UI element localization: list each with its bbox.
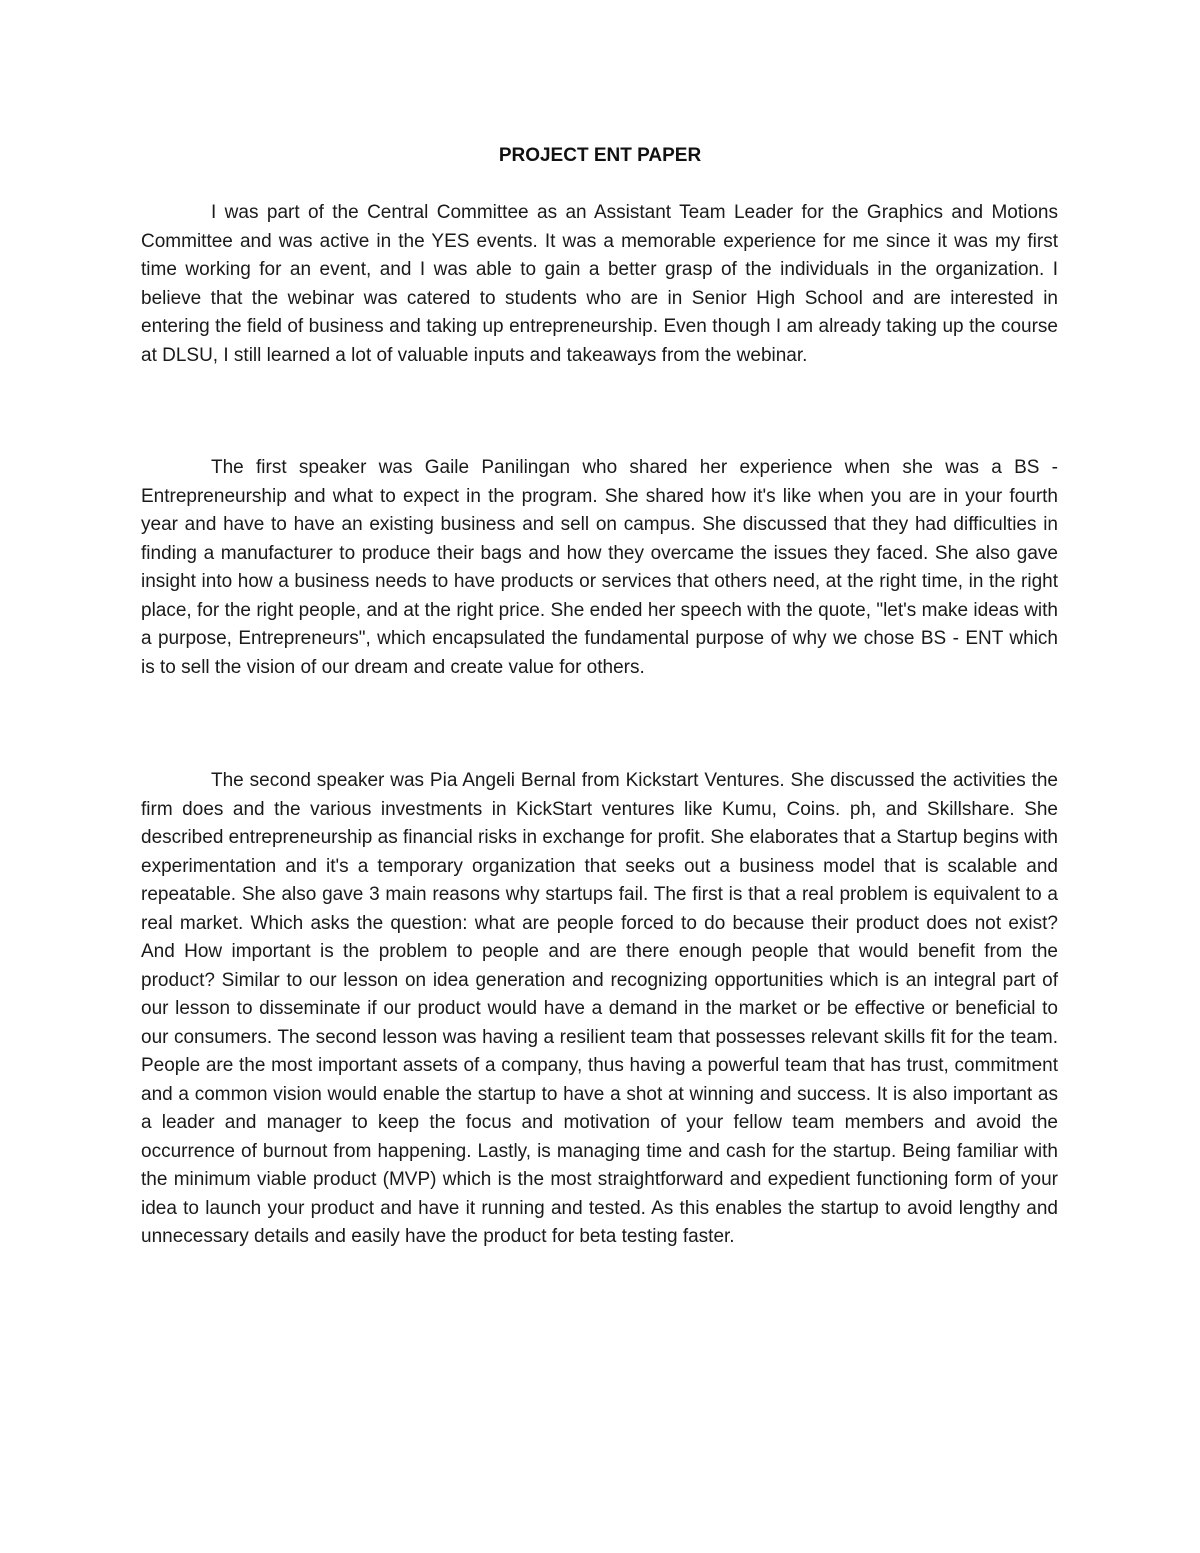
paragraph-1: I was part of the Central Committee as an Assistant Team Leader for the Graphics and Motions Committee and was active in the YES events. It was a memorable experience for me since it was my first time working for an event, and I was able to gain a better grasp of the individuals in the organization. I believe that the webinar was catered to students who are in Senior High School and are interested in entering the field of business and taking up entrepreneurship. Even though I am already taking up the course at DLSU, I still learned a lot of valuable inputs and takeaways from the webinar.	[141, 202, 1058, 366]
paragraph-2: The first speaker was Gaile Panilingan who shared her experience when she was a BS - Entrepreneurship and what to expect in the program. She shared how it's like when you are in your fourth year and have to have an existing business and sell on campus. She discussed that they had difficulties in finding a manufacturer to produce their bags and how they overcame the issues they faced. She also gave insight into how a business needs to have products or services that others need, at the right time, in the right place, for the right people, and at the right price. She ended her speech with the quote, "let's make ideas with a purpose, Entrepreneurs", which encapsulated the fundamental purpose of why we chose BS - ENT which is to sell the vision of our dream and create value for others.	[141, 457, 1058, 678]
document-title: PROJECT ENT PAPER	[498, 145, 702, 166]
paragraph-3: The second speaker was Pia Angeli Bernal from Kickstart Ventures. She discussed the activities the firm does and the various investments in KickStart ventures like Kumu, Coins. ph, and Skillshare. She described entrepreneurship as financial risks in exchange for profit. She elaborates that a Startup begins with experimentation and it's a temporary organization that seeks out a business model that is scalable and repeatable. She also gave 3 main reasons why startups fail. The first is that a real problem is equivalent to a real market. Which asks the question: what are people forced to do because their product does not exist? And How important is the problem to people and are there enough people that would benefit from the product? Similar to our lesson on idea generation and recognizing opportunities which is an integral part of our lesson to disseminate if our product would have a demand in the market or be effective or beneficial to our consumers. The second lesson was having a resilient team that possesses relevant skills fit for the team. People are the most important assets of a company, thus having a powerful team that has trust, commitment and a common vision would enable the startup to have a shot at winning and success. It is also important as a leader and manager to keep the focus and motivation of your fellow team members and avoid the occurrence of burnout from happening. Lastly, is managing time and cash for the startup. Being familiar with the minimum viable product (MVP) which is the most straightforward and expedient functioning form of your idea to launch your product and have it running and tested. As this enables the startup to avoid lengthy and unnecessary details and easily have the product for beta testing faster.	[141, 770, 1058, 1247]
